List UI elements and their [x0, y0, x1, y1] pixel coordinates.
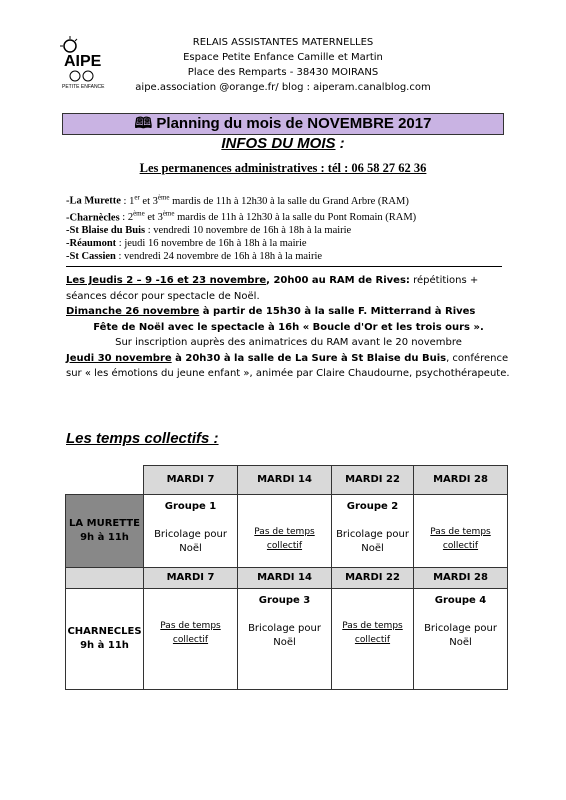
- date-header: MARDI 7: [144, 568, 238, 589]
- date-header: MARDI 22: [332, 568, 414, 589]
- date-header: MARDI 22: [332, 466, 414, 495]
- empty-corner: [66, 466, 144, 495]
- org-space: Espace Petite Enfance Camille et Martin: [183, 52, 383, 63]
- temps-collectifs-table: [65, 465, 508, 690]
- table-cell: Pas de temps collectif: [414, 495, 508, 568]
- event-fete: Fête de Noël avec le spectacle à 16h « Boucle d'Or et les trois ours ».: [93, 321, 484, 333]
- logo-text: AIPE: [64, 53, 102, 70]
- logo-subtitle: PETITE ENFANCE: [62, 84, 105, 90]
- event-inscription: Sur inscription auprès des animatrices du RAM avant le 20 novembre: [115, 337, 462, 348]
- event-conference: Jeudi 30 novembre à 20h30 à la salle de La Sure à St Blaise du Buis, conférence sur « les émotions du jeune enfant », animée par Claire Chaudourne, psychothérapeute.: [66, 352, 510, 379]
- table-cell: Groupe 4 Bricolage pour Noël: [414, 589, 508, 690]
- table-cell: Groupe 3 Bricolage pour Noël: [238, 589, 332, 690]
- schedule-item: -St Blaise du Buis : vendredi 10 novembre de 16h à 18h à la mairie: [66, 225, 352, 236]
- table-row: [66, 495, 508, 568]
- permanences-line: Les permanences administratives : tél : 06 58 27 62 36: [139, 161, 427, 175]
- schedule-item: -La Murette : 1er et 3ème mardis de 11h à 12h30 à la salle du Grand Arbre (RAM): [66, 193, 409, 207]
- table-row: [66, 466, 508, 495]
- org-name: RELAIS ASSISTANTES MATERNELLES: [192, 37, 374, 48]
- table-row: [66, 568, 508, 589]
- place-la-murette: LA MURETTE 9h à 11h: [66, 495, 144, 568]
- date-header: MARDI 14: [238, 466, 332, 495]
- table-cell: Pas de temps collectif: [144, 589, 238, 690]
- table-cell: Groupe 2 Bricolage pour Noël: [332, 495, 414, 568]
- table-cell: [66, 568, 144, 589]
- title-text: Planning du mois de NOVEMBRE 2017: [156, 115, 432, 132]
- book-icon: 🕮: [134, 115, 153, 132]
- schedule-item: -Charnècles : 2ème et 3ème mardis de 11h à 12h30 à la salle du Pont Romain (RAM): [66, 209, 417, 223]
- date-header: MARDI 7: [144, 466, 238, 495]
- event-dimanche: Dimanche 26 novembre à partir de 15h30 à la salle F. Mitterrand à Rives: [66, 306, 476, 317]
- events-block: [66, 273, 511, 382]
- org-contact: aipe.association @orange.fr/ blog : aiperam.canalblog.com: [135, 82, 431, 93]
- table-row: [66, 589, 508, 690]
- event-jeudis: Les Jeudis 2 – 9 -16 et 23 novembre, 20h00 au RAM de Rives: répétitions + séances décor pour spectacle de Noël.: [66, 275, 479, 302]
- date-header: MARDI 28: [414, 466, 508, 495]
- schedule-item: -St Cassien : vendredi 24 novembre de 16h à 18h à la mairie: [66, 251, 323, 262]
- table-cell: Pas de temps collectif: [332, 589, 414, 690]
- page-title: [62, 113, 504, 135]
- table-cell: Groupe 1 Bricolage pour Noël: [144, 495, 238, 568]
- aipe-logo: [60, 36, 114, 90]
- place-charnecles: CHARNECLES 9h à 11h: [66, 589, 144, 690]
- date-header: MARDI 14: [238, 568, 332, 589]
- infos-heading: INFOS DU MOIS :: [221, 135, 345, 152]
- divider: [66, 266, 502, 267]
- table-cell: Pas de temps collectif: [238, 495, 332, 568]
- date-header: MARDI 28: [414, 568, 508, 589]
- permanence-schedule: [66, 191, 506, 263]
- org-address: Place des Remparts - 38430 MOIRANS: [187, 67, 379, 78]
- temps-collectifs-heading: Les temps collectifs :: [66, 430, 219, 447]
- schedule-item: -Réaumont : jeudi 16 novembre de 16h à 18h à la mairie: [66, 238, 307, 249]
